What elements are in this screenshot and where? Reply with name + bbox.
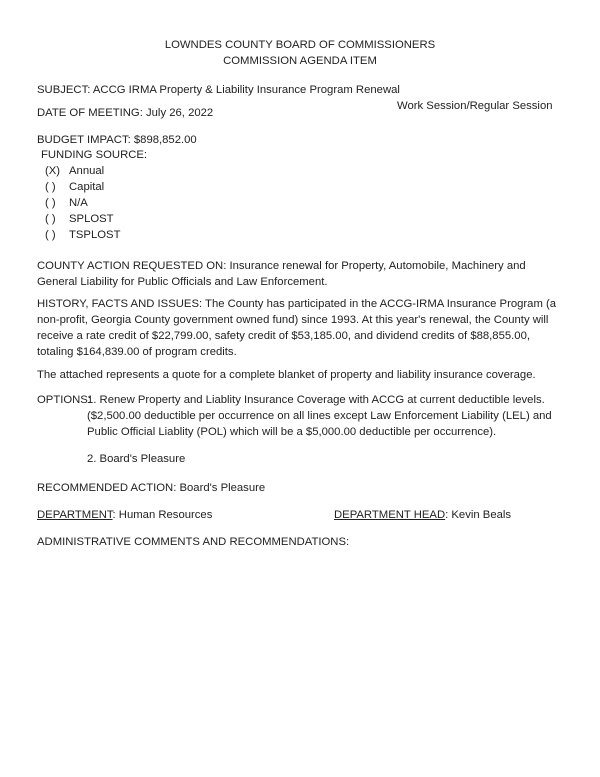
administrative-comments: ADMINISTRATIVE COMMENTS AND RECOMMENDATIONS: [37,536,350,548]
funding-checkbox: ( ) [45,229,56,241]
meeting-date: DATE OF MEETING: July 26, 2022 [37,107,214,119]
funding-label: TSPLOST [69,229,121,241]
header-subtitle: COMMISSION AGENDA ITEM [223,55,377,67]
department [37,507,212,523]
budget-impact: BUDGET IMPACT: $898,852.00 [37,134,197,146]
funding-source-item [45,163,104,179]
option-2: 2. Board's Pleasure [87,453,186,465]
funding-source-item [45,227,120,243]
funding-source-item [45,179,104,195]
funding-source-label: FUNDING SOURCE: [41,149,148,161]
options-label: OPTIONS: [37,394,91,406]
session-type: Work Session/Regular Session [397,100,553,112]
funding-checkbox: ( ) [45,181,56,193]
department-head [334,507,511,523]
funding-checkbox: ( ) [45,197,56,209]
department-head-label: DEPARTMENT HEAD [334,509,446,521]
subject-line: SUBJECT: ACCG IRMA Property & Liability Insurance Program Renewal [37,84,400,96]
header-title: LOWNDES COUNTY BOARD OF COMMISSIONERS [164,39,436,51]
funding-label: Annual [69,165,105,177]
recommended-action: RECOMMENDED ACTION: Board's Pleasure [37,482,266,494]
funding-label: SPLOST [69,213,114,225]
department-label: DEPARTMENT [37,509,113,521]
option-1: 1. Renew Property and Liablity Insurance Coverage with ACCG at current deductible levels. ($2,500.00 deductible per occurrence on all lines except Law Enforcement Liability (LEL) and Public Official Liablity (POL) which will be a $5,000.00 deductible per occurrence). [87,394,552,438]
department-value: : Human Resources [112,509,213,521]
funding-label: N/A [69,197,88,209]
funding-source-item [45,211,114,227]
funding-label: Capital [69,181,105,193]
county-action-requested: COUNTY ACTION REQUESTED ON: Insurance renewal for Property, Automobile, Machinery and General Liability for Public Officials and Law Enforcement. [37,260,526,288]
history-facts-issues: HISTORY, FACTS AND ISSUES: The County has participated in the ACCG-IRMA Insurance Program (a non-profit, Georgia County government owned fund) since 1993. At this year's renewal, the County will receive a rate credit of $22,799.00, safety credit of $53,185.00, and dividend credits of $88,855.00, totaling $164,839.00 of program credits. [37,298,557,358]
funding-checkbox: (X) [45,165,61,177]
funding-checkbox: ( ) [45,213,56,225]
attached-quote-note: The attached represents a quote for a complete blanket of property and liability insurance coverage. [37,369,536,381]
funding-source-item [45,195,88,211]
department-head-value: : Kevin Beals [445,509,512,521]
